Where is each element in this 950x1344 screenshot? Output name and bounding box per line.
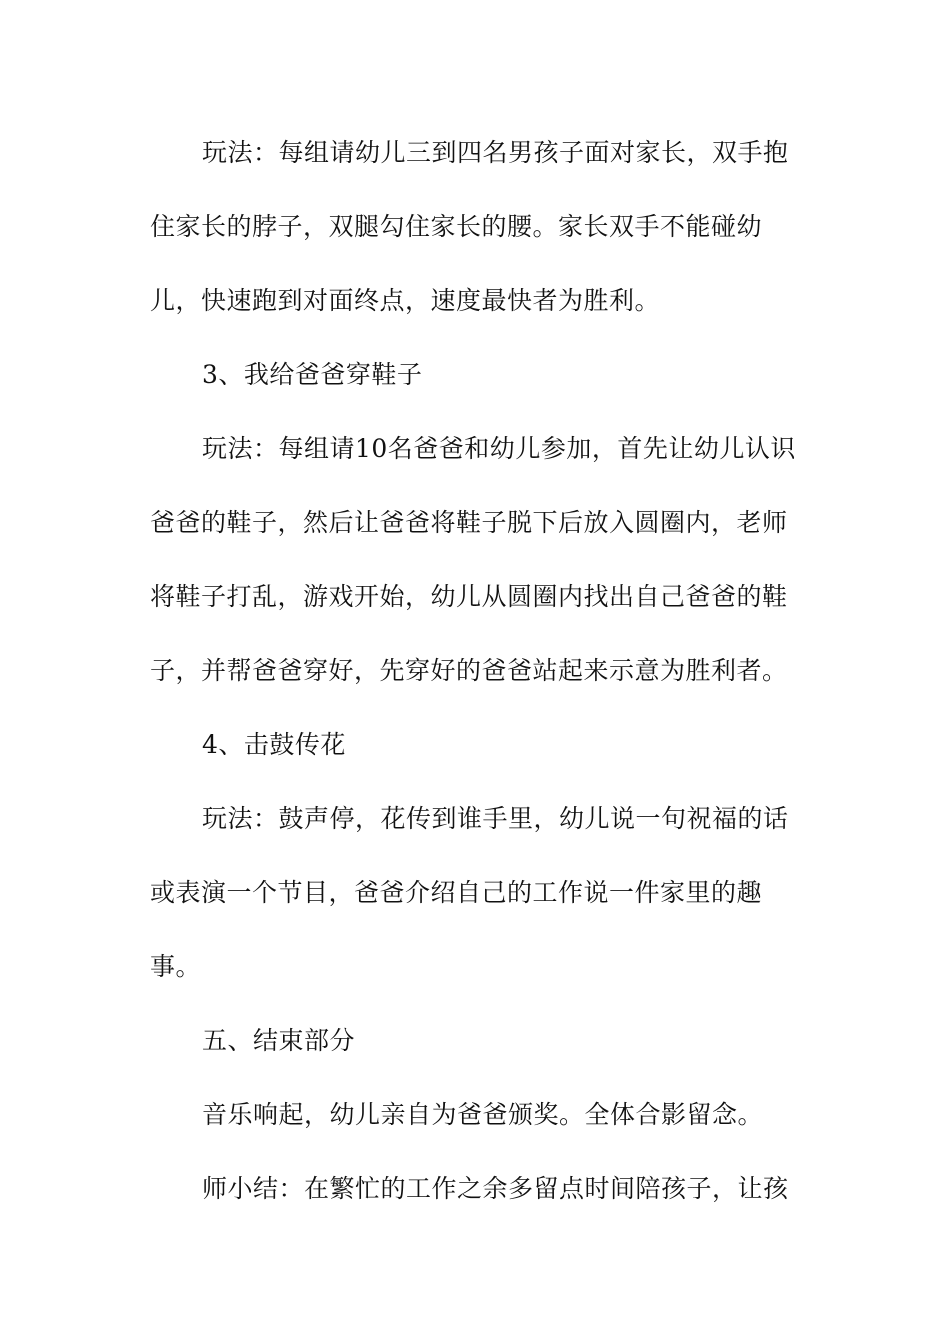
paragraph-line-15: 师小结：在繁忙的工作之余多留点时间陪孩子，让孩 bbox=[202, 1174, 789, 1203]
paragraph-line-8: 子，并帮爸爸穿好，先穿好的爸爸站起来示意为胜利者。 bbox=[150, 656, 788, 685]
section-heading-4: 4、击鼓传花 bbox=[202, 730, 346, 759]
paragraph-line-5: 玩法：每组请10名爸爸和幼儿参加，首先让幼儿认识 bbox=[202, 434, 796, 463]
paragraph-line-6: 爸爸的鞋子，然后让爸爸将鞋子脱下后放入圆圈内，老师 bbox=[150, 508, 788, 537]
paragraph-line-7: 将鞋子打乱，游戏开始，幼儿从圆圈内找出自己爸爸的鞋 bbox=[150, 582, 788, 611]
paragraph-line-14: 音乐响起，幼儿亲自为爸爸颁奖。全体合影留念。 bbox=[202, 1100, 764, 1129]
section-heading-3: 3、我给爸爸穿鞋子 bbox=[202, 360, 423, 389]
paragraph-line-2: 住家长的脖子，双腿勾住家长的腰。家长双手不能碰幼 bbox=[150, 212, 763, 241]
paragraph-line-11: 或表演一个节目，爸爸介绍自己的工作说一件家里的趣 bbox=[150, 878, 763, 907]
paragraph-line-10: 玩法：鼓声停，花传到谁手里，幼儿说一句祝福的话 bbox=[202, 804, 789, 833]
section-heading-5: 五、结束部分 bbox=[202, 1026, 356, 1055]
paragraph-line-12: 事。 bbox=[150, 952, 202, 981]
paragraph-line-3: 儿，快速跑到对面终点，速度最快者为胜利。 bbox=[150, 286, 661, 315]
paragraph-line-1: 玩法：每组请幼儿三到四名男孩子面对家长，双手抱 bbox=[202, 138, 789, 167]
